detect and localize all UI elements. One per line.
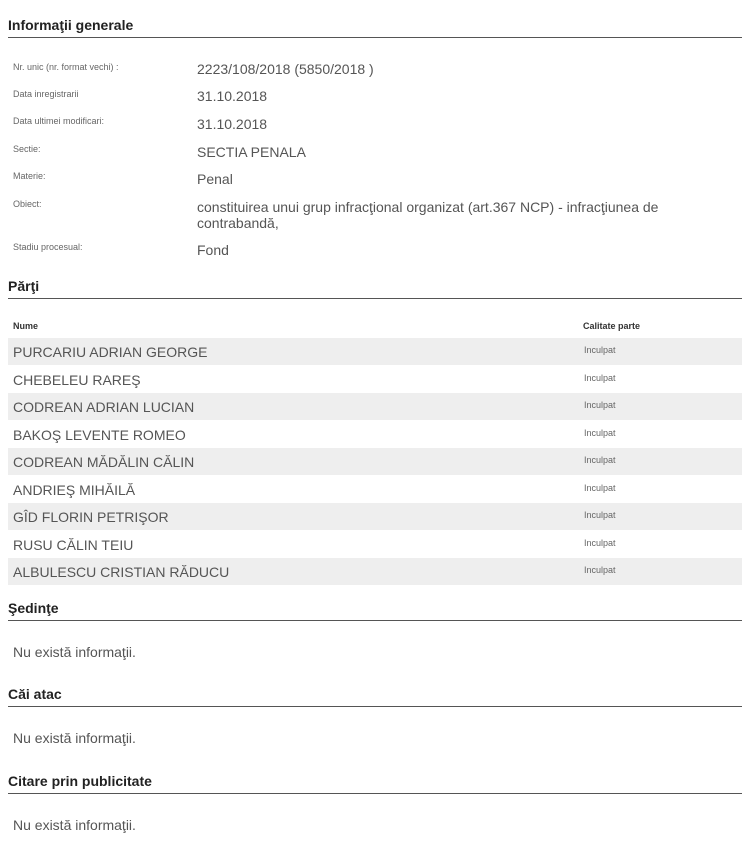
party-calitate: Inculpat bbox=[584, 455, 616, 465]
info-label: Sectie: bbox=[13, 144, 41, 154]
party-calitate: Inculpat bbox=[584, 345, 616, 355]
table-row bbox=[8, 421, 742, 448]
info-value: SECTIA PENALA bbox=[197, 144, 306, 160]
info-label: Obiect: bbox=[13, 199, 42, 209]
party-name: CODREAN ADRIAN LUCIAN bbox=[13, 399, 195, 415]
table-row bbox=[8, 393, 742, 420]
info-value: Penal bbox=[197, 171, 233, 187]
top-link-fragment bbox=[8, 0, 128, 4]
table-row bbox=[8, 503, 742, 530]
party-calitate: Inculpat bbox=[584, 428, 616, 438]
party-calitate: Inculpat bbox=[584, 538, 616, 548]
party-name: ALBULESCU CRISTIAN RĂDUCU bbox=[13, 564, 230, 580]
party-calitate: Inculpat bbox=[584, 373, 616, 383]
info-value: constituirea unui grup infracţional organizat (art.367 NCP) - infracţiunea de contrabandă, bbox=[197, 199, 659, 231]
info-label: Materie: bbox=[13, 171, 46, 181]
citare-empty-message: Nu există informaţii. bbox=[13, 817, 136, 833]
section-title-informatii-generale: Informaţii generale bbox=[8, 17, 742, 38]
party-name: RUSU CĂLIN TEIU bbox=[13, 537, 134, 553]
column-header-calitate: Calitate parte bbox=[583, 321, 641, 331]
table-row bbox=[8, 366, 742, 393]
party-name: GÎD FLORIN PETRIŞOR bbox=[13, 509, 169, 525]
info-label: Stadiu procesual: bbox=[13, 242, 83, 252]
section-title-citare: Citare prin publicitate bbox=[8, 773, 742, 794]
party-calitate: Inculpat bbox=[584, 510, 616, 520]
party-calitate: Inculpat bbox=[584, 483, 616, 493]
info-label: Nr. unic (nr. format vechi) : bbox=[13, 62, 119, 72]
section-title-cai-atac: Căi atac bbox=[8, 686, 742, 707]
sedinte-empty-message: Nu există informaţii. bbox=[13, 644, 136, 660]
party-name: CODREAN MĂDĂLIN CĂLIN bbox=[13, 454, 195, 470]
parti-table-header bbox=[8, 319, 742, 335]
table-row bbox=[8, 338, 742, 365]
table-row bbox=[8, 476, 742, 503]
info-value: 2223/108/2018 (5850/2018 ) bbox=[197, 61, 374, 77]
party-name: CHEBELEU RAREŞ bbox=[13, 372, 141, 388]
section-title-sedinte: Şedinţe bbox=[8, 600, 742, 621]
info-label: Data ultimei modificari: bbox=[13, 116, 105, 126]
party-calitate: Inculpat bbox=[584, 565, 616, 575]
info-value: Fond bbox=[197, 242, 229, 258]
party-name: PURCARIU ADRIAN GEORGE bbox=[13, 344, 208, 360]
info-value: 31.10.2018 bbox=[197, 116, 268, 132]
column-header-nume: Nume bbox=[13, 321, 39, 331]
table-row bbox=[8, 558, 742, 585]
info-value: 31.10.2018 bbox=[197, 88, 268, 104]
cai-atac-empty-message: Nu există informaţii. bbox=[13, 730, 136, 746]
party-name: BAKOŞ LEVENTE ROMEO bbox=[13, 427, 186, 443]
section-title-parti: Părţi bbox=[8, 278, 742, 299]
party-name: ANDRIEŞ MIHĂILĂ bbox=[13, 482, 136, 498]
table-row bbox=[8, 448, 742, 475]
party-calitate: Inculpat bbox=[584, 400, 616, 410]
table-row bbox=[8, 531, 742, 558]
info-label: Data inregistrarii bbox=[13, 89, 79, 99]
